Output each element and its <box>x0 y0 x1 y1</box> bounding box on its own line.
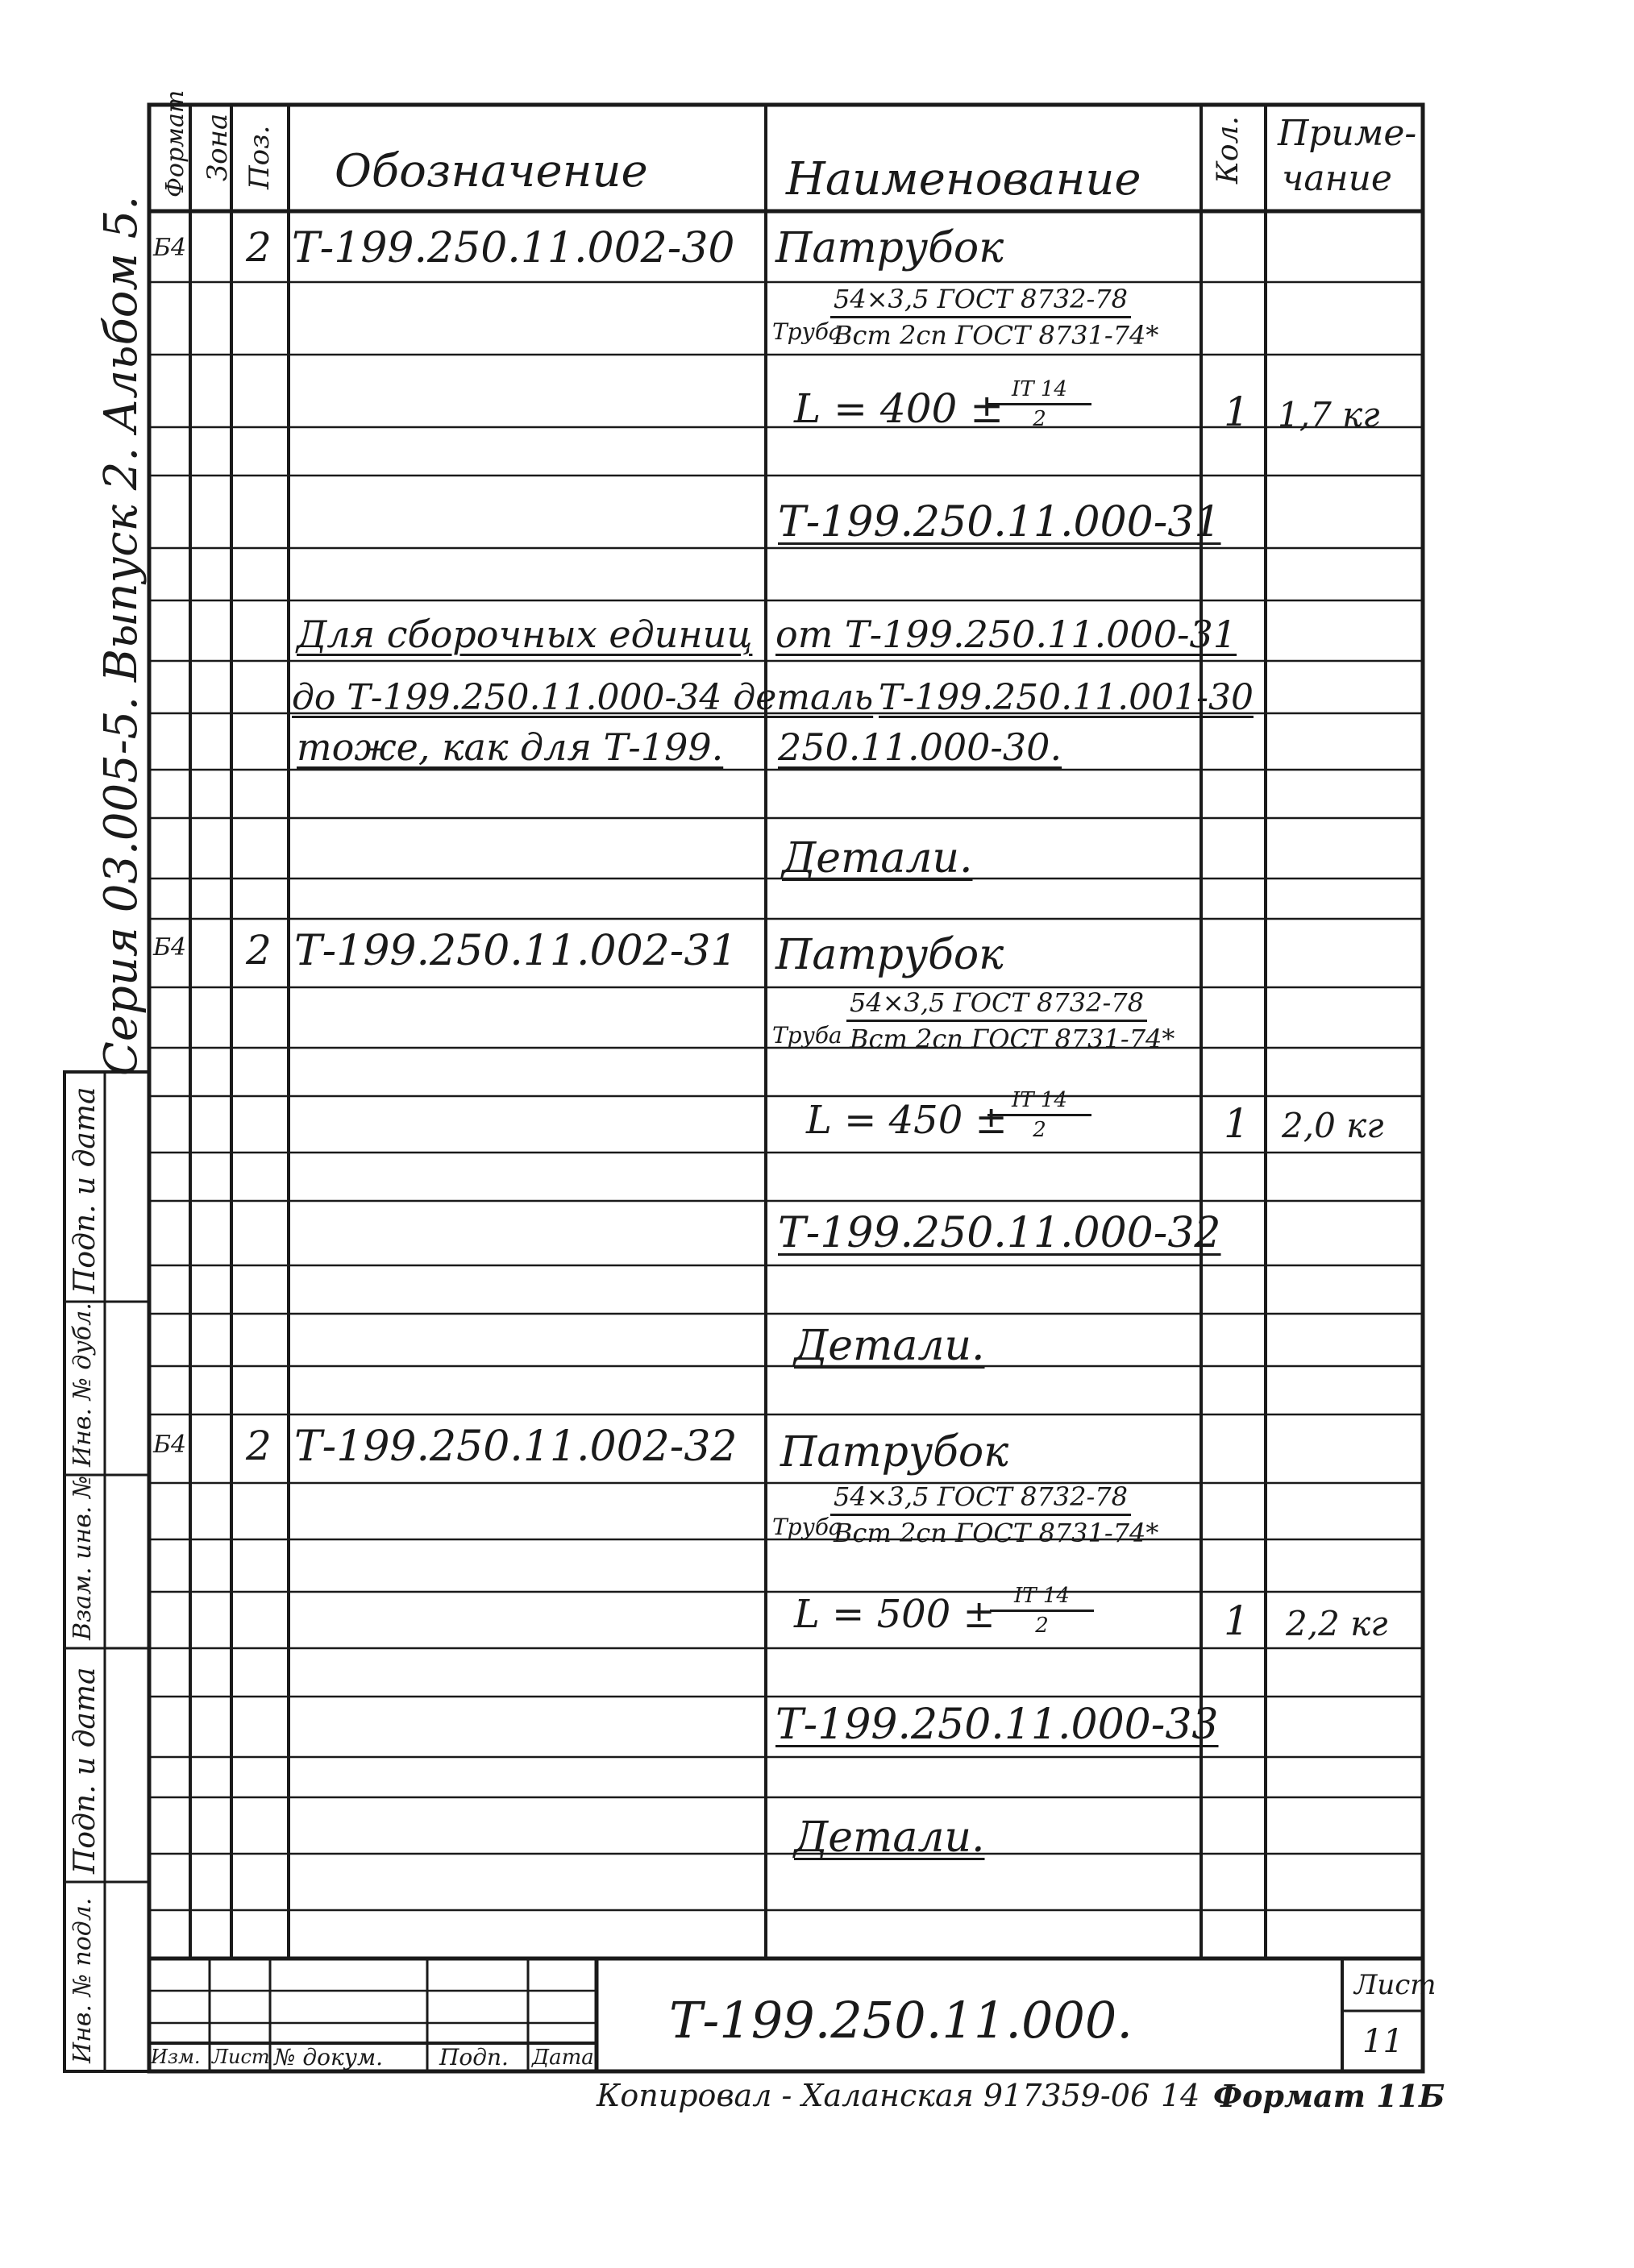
page-code: 14 <box>1161 2078 1200 2113</box>
row3-qty: 1 <box>1224 1597 1249 1644</box>
row2-pipe-num: 54×3,5 ГОСТ 8732-78 <box>846 987 1147 1022</box>
parts-heading-1: Детали. <box>782 834 973 883</box>
row2-tol-den: 2 <box>1033 1118 1046 1142</box>
header-designation: Обозначение <box>335 145 648 197</box>
row3-pipe-spec <box>830 1481 1162 1548</box>
stamp-sign-date-1: Подп. и дата <box>69 1086 102 1294</box>
row1-format: Б4 <box>153 234 187 262</box>
row2-pipe-spec <box>846 987 1178 1054</box>
row2-designation: Т-199.250.11.002-31 <box>294 927 738 975</box>
row3-length: L = 500 ± <box>794 1592 996 1637</box>
note-line-3a: тоже, как для Т-199. <box>297 725 724 769</box>
row2-qty: 1 <box>1224 1100 1249 1147</box>
assembly-32: Т-199.250.11.000-32 <box>778 1209 1221 1257</box>
tb-list: Лист <box>212 2046 270 2068</box>
note-line-1a: Для сборочных единиц <box>297 613 753 656</box>
row1-tolerance <box>987 377 1091 431</box>
row3-designation: Т-199.250.11.002-32 <box>294 1423 738 1471</box>
row3-tol-num: IT 14 <box>990 1584 1094 1612</box>
row3-tolerance <box>990 1584 1094 1638</box>
tb-doc: № докум. <box>274 2044 384 2071</box>
note-line-3b: 250.11.000-30. <box>778 725 1062 769</box>
row1-pos: 2 <box>246 224 272 271</box>
row3-tol-den: 2 <box>1035 1614 1049 1638</box>
document-number: Т-199.250.11.000. <box>669 1991 1133 2050</box>
row3-name: Патрубок <box>780 1428 1009 1477</box>
header-name: Наименование <box>786 153 1141 206</box>
row1-tol-den: 2 <box>1033 407 1046 431</box>
copied-by: Копировал - Халанская 917359-06 <box>597 2078 1150 2113</box>
sheet-number: 11 <box>1362 2023 1403 2060</box>
stamp-dup-inv: Инв. № дубл. <box>69 1302 97 1467</box>
header-note-2: чание <box>1282 158 1392 199</box>
header-pos: Поз. <box>243 125 276 189</box>
tb-date: Дата <box>532 2046 594 2070</box>
row3-pipe-den: Вст 2сп ГОСТ 8731-74* <box>834 1518 1159 1548</box>
parts-heading-3: Детали. <box>794 1813 985 1862</box>
row3-pipe-label: Труба <box>772 1514 842 1540</box>
header-zone: Зона <box>202 113 234 181</box>
row1-length: L = 400 ± <box>794 385 1004 432</box>
stamp-sign-date-2: Подп. и дата <box>69 1667 102 1874</box>
assembly-33: Т-199.250.11.000-33 <box>775 1701 1219 1749</box>
note-line-1b: от Т-199.250.11.000-31 <box>775 613 1237 656</box>
sheet-label: Лист <box>1354 1969 1437 2001</box>
row2-note: 2,0 кг <box>1282 1106 1384 1145</box>
row3-note: 2,2 кг <box>1286 1604 1388 1643</box>
stamp-orig-inv: Инв. № подл. <box>69 1897 97 2063</box>
parts-heading-2: Детали. <box>794 1322 985 1370</box>
format-label: Формат 11Б <box>1213 2078 1445 2114</box>
series-label: Серия 03.005-5. Выпуск 2. Альбом 5. <box>95 195 148 1076</box>
stamp-replace-inv: Взам. инв. № <box>69 1475 97 1640</box>
row2-pipe-den: Вст 2сп ГОСТ 8731-74* <box>850 1024 1175 1054</box>
row3-pos: 2 <box>246 1423 272 1469</box>
row1-pipe-spec <box>830 284 1162 351</box>
row1-pipe-num: 54×3,5 ГОСТ 8732-78 <box>830 284 1131 318</box>
row3-pipe-num: 54×3,5 ГОСТ 8732-78 <box>830 1481 1131 1516</box>
row1-qty: 1 <box>1224 388 1249 435</box>
row1-pipe-label: Труба <box>772 318 842 345</box>
header-qty: Кол. <box>1212 116 1245 184</box>
row1-pipe-den: Вст 2сп ГОСТ 8731-74* <box>834 320 1159 351</box>
tb-sign: Подп. <box>439 2044 509 2071</box>
row2-name: Патрубок <box>775 931 1004 979</box>
row2-pos: 2 <box>246 927 272 974</box>
assembly-31: Т-199.250.11.000-31 <box>778 498 1221 546</box>
row2-format: Б4 <box>153 933 187 962</box>
row1-tol-num: IT 14 <box>987 377 1091 405</box>
row2-tol-num: IT 14 <box>987 1088 1091 1116</box>
row2-pipe-label: Труба <box>772 1022 842 1049</box>
header-note-1: Приме- <box>1278 113 1417 154</box>
row3-format: Б4 <box>153 1431 187 1459</box>
row1-name: Патрубок <box>775 224 1004 272</box>
row2-tolerance <box>987 1088 1091 1142</box>
tb-izm: Изм. <box>151 2046 201 2068</box>
row1-note: 1,7 кг <box>1278 395 1380 434</box>
row2-length: L = 450 ± <box>806 1098 1008 1143</box>
note-line-2b: Т-199.250.11.001-30 <box>879 677 1254 718</box>
row1-designation: Т-199.250.11.002-30 <box>292 224 735 272</box>
note-line-2a: до Т-199.250.11.000-34 деталь <box>292 677 874 718</box>
header-format: Формат <box>161 89 189 197</box>
